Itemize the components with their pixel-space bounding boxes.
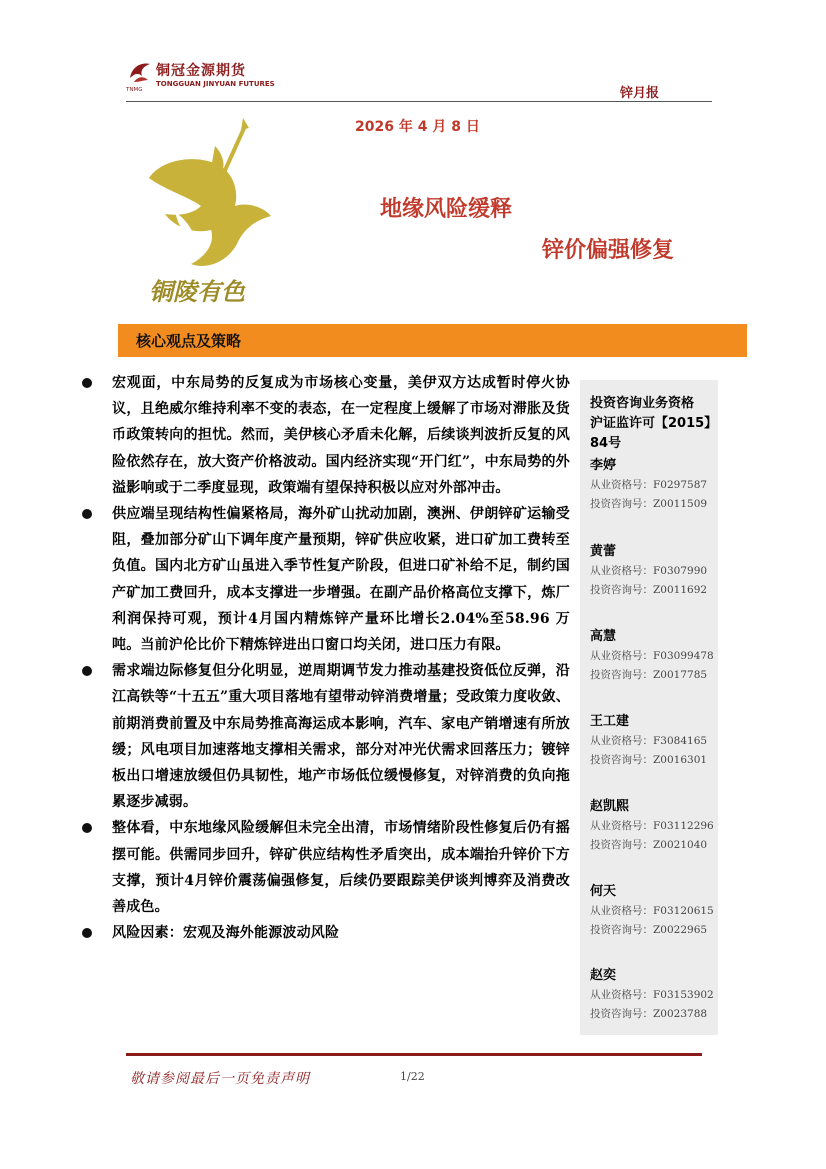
qualification-number: 从业资格号：F03120615 [590,905,714,917]
brand-name-en: TONGGUAN JINYUAN FUTURES [156,80,275,88]
cert-license: 沪证监许可【2015】84号 [590,416,718,451]
emblem-icon [135,116,285,311]
point-text: 供应端呈现结构性偏紧格局，海外矿山扰动加剧，澳洲、伊朗锌矿运输受阻，叠加部分矿山下调年度产量预期，锌矿供应收紧，进口矿加工费转至负值。国内北方矿山虽进入季节性复产阶段，但进口矿补给不足，制约国产矿加工费回升，成本支撑进一步增强。在副产品价格高位支撑下，炼厂利润保持可观，预计4月国内精炼锌产量环比增长2.04%至58.96 万吨。当前沪伦比价下精炼锌进出口窗口均关闭，进口压力有限。 [112,506,570,654]
qualification-number: 从业资格号：F03112296 [590,820,714,832]
bullet-icon [82,509,92,519]
list-item [80,815,570,920]
logo-mark-icon [126,58,154,88]
point-text: 宏观面，中东局势的反复成为市场核心变量，美伊双方达成暂时停火协议，且绝威尔维持利率不变的表态，在一定程度上缓解了市场对滞胀及货币政策转向的担忧。然而，美伊核心矛盾未化解，后续谈判波折反复的风险依然存在，放大资产价格波动。国内经济实现“开门红”，中东局势的外溢影响或于二季度显现，政策端有望保持积极以应对外部冲击。 [112,375,570,496]
disclaimer-link[interactable]: 敬请参阅最后一页免责声明 [130,1071,310,1087]
consult-number: 投资咨询号：Z0022965 [590,924,708,936]
key-points-list [80,370,570,946]
analyst-name: 高慧 [590,629,617,644]
list-item [80,658,570,815]
report-date: 2026 年 4 月 8 日 [355,119,480,135]
report-type: 锌月报 [620,86,660,101]
analyst-card [590,882,718,940]
point-text: 风险因素：宏观及海外能源波动风险 [112,925,340,942]
qualification-number: 从业资格号：F03153902 [590,989,714,1001]
brand-abbr: TNMG [126,87,143,93]
bullet-icon [82,928,92,938]
analyst-card [590,797,718,855]
list-item [80,370,570,501]
emblem-caption: 铜陵有色 [149,277,245,306]
consult-number: 投资咨询号：Z0011692 [590,584,708,596]
bullet-icon [82,666,92,676]
consult-number: 投资咨询号：Z0011509 [590,498,708,510]
page-number: 1/22 [400,1070,425,1083]
analyst-name: 王工建 [590,714,630,729]
section-title: 核心观点及策略 [136,332,242,350]
qualification-number: 从业资格号：F03099478 [590,650,714,662]
company-logo [126,58,276,98]
header-divider [126,101,712,102]
report-title-line2: 锌价偏强修复 [542,238,675,263]
brand-name-cn: 铜冠金源期货 [156,63,246,79]
analyst-name: 黄蕾 [590,544,617,559]
cert-title: 投资咨询业务资格 [590,396,695,411]
analyst-card [590,542,718,600]
qualification-number: 从业资格号：F0307990 [590,565,708,577]
point-text: 整体看，中东地缘风险缓解但未完全出清，市场情绪阶段性修复后仍有摇摆可能。供需同步回升，锌矿供应结构性矛盾突出，成本端抬升锌价下方支撑，预计4月锌价震荡偏强修复，后续仍要跟踪美伊谈判博弈及消费改善成色。 [112,820,570,916]
analyst-name: 赵奕 [590,968,617,983]
company-emblem [135,116,285,315]
consult-number: 投资咨询号：Z0017785 [590,669,708,681]
analyst-card [590,627,718,685]
footer-divider [126,1053,702,1056]
section-header-bar [118,324,747,357]
analyst-card [590,712,718,770]
point-text: 需求端边际修复但分化明显，逆周期调节发力推动基建投资低位反弹，沿江高铁等“十五五”重大项目落地有望带动锌消费增量；受政策力度收敛、前期消费前置及中东局势推高海运成本影响，汽车、家电产销增速有所放缓；风电项目加速落地支撑相关需求，部分对冲光伏需求回落压力；镀锌板出口增速放缓但仍具韧性，地产市场低位缓慢修复，对锌消费的负向拖累逐步减弱。 [112,663,570,811]
consult-number: 投资咨询号：Z0023788 [590,1008,708,1020]
consult-number: 投资咨询号：Z0021040 [590,839,708,851]
analyst-name: 李婷 [590,458,617,473]
analyst-name: 赵凯熙 [590,799,630,814]
bullet-icon [82,378,92,388]
consult-number: 投资咨询号：Z0016301 [590,754,708,766]
list-item [80,920,570,946]
qualification-number: 从业资格号：F3084165 [590,735,708,747]
list-item [80,501,570,658]
analyst-sidebar [580,380,718,1035]
report-title-line1: 地缘风险缓释 [380,197,513,222]
qualification-number: 从业资格号：F0297587 [590,479,708,491]
bullet-icon [82,823,92,833]
analyst-card [590,456,718,514]
analyst-card [590,966,718,1024]
analyst-name: 何天 [590,884,617,899]
